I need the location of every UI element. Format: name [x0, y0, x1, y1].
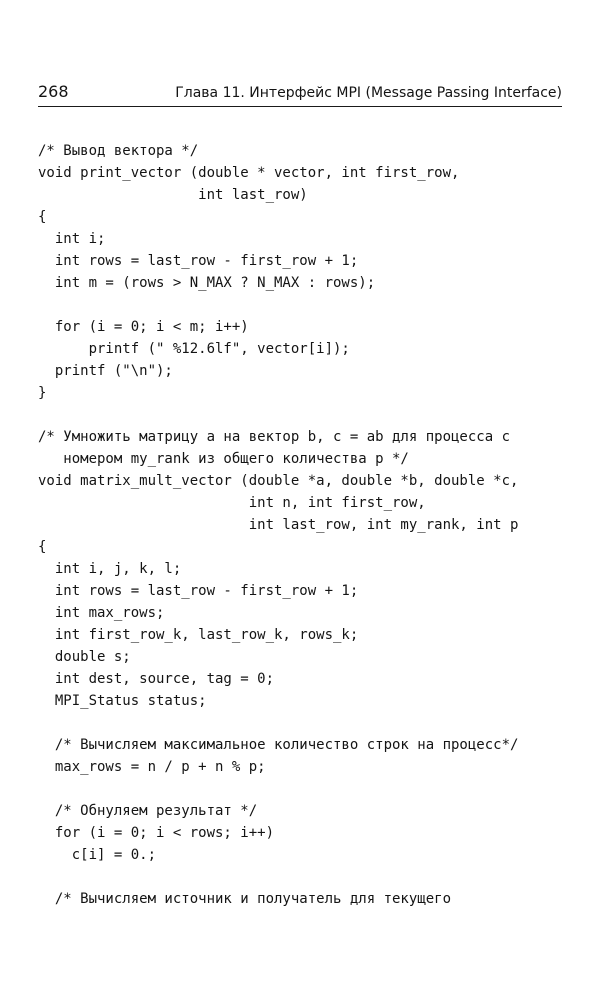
code-line: printf ("\n"); — [38, 363, 173, 379]
code-line: { — [38, 539, 47, 555]
code-line: int last_row, int my_rank, int p — [38, 517, 519, 533]
code-line — [38, 866, 568, 888]
code-line — [38, 778, 568, 800]
code-line: void matrix_mult_vector (double *a, double *b, double *c, — [38, 473, 519, 489]
code-line: double s; — [38, 649, 131, 665]
code-line: int rows = last_row - first_row + 1; — [38, 253, 359, 269]
code-line: int i, j, k, l; — [38, 561, 182, 577]
code-line: int m = (rows > N_MAX ? N_MAX : rows); — [38, 275, 376, 291]
code-line: void print_vector (double * vector, int first_row, — [38, 165, 460, 181]
code-line: MPI_Status status; — [38, 693, 207, 709]
code-line: /* Вычисляем источник и получатель для текущего — [38, 891, 452, 907]
code-line: int rows = last_row - first_row + 1; — [38, 583, 359, 599]
code-line: /* Умножить матрицу a на вектор b, c = ab для процесса с — [38, 429, 511, 445]
code-line — [38, 404, 568, 426]
page-header — [38, 82, 562, 107]
code-line — [38, 712, 568, 734]
code-line: /* Вычисляем максимальное количество строк на процесс*/ — [38, 737, 519, 753]
code-line: номером my_rank из общего количества p */ — [38, 451, 409, 467]
code-line: } — [38, 385, 47, 401]
code-line: for (i = 0; i < rows; i++) — [38, 825, 275, 841]
code-line: printf (" %12.6lf", vector[i]); — [38, 341, 350, 357]
code-line: { — [38, 209, 47, 225]
code-line: for (i = 0; i < m; i++) — [38, 319, 249, 335]
code-line: c[i] = 0.; — [38, 847, 157, 863]
code-listing — [38, 140, 568, 910]
code-line: int i; — [38, 231, 106, 247]
code-line: max_rows = n / p + n % p; — [38, 759, 266, 775]
code-line: int first_row_k, last_row_k, rows_k; — [38, 627, 359, 643]
code-line: /* Вывод вектора */ — [38, 143, 199, 159]
code-line: int max_rows; — [38, 605, 165, 621]
code-line: /* Обнуляем результат */ — [38, 803, 258, 819]
running-title: Глава 11. Интерфейс MPI (Message Passing Interface) — [175, 85, 562, 101]
code-line — [38, 294, 568, 316]
page-number: 268 — [38, 82, 69, 101]
code-line: int dest, source, tag = 0; — [38, 671, 275, 687]
code-line: int n, int first_row, — [38, 495, 426, 511]
code-line: int last_row) — [38, 187, 308, 203]
